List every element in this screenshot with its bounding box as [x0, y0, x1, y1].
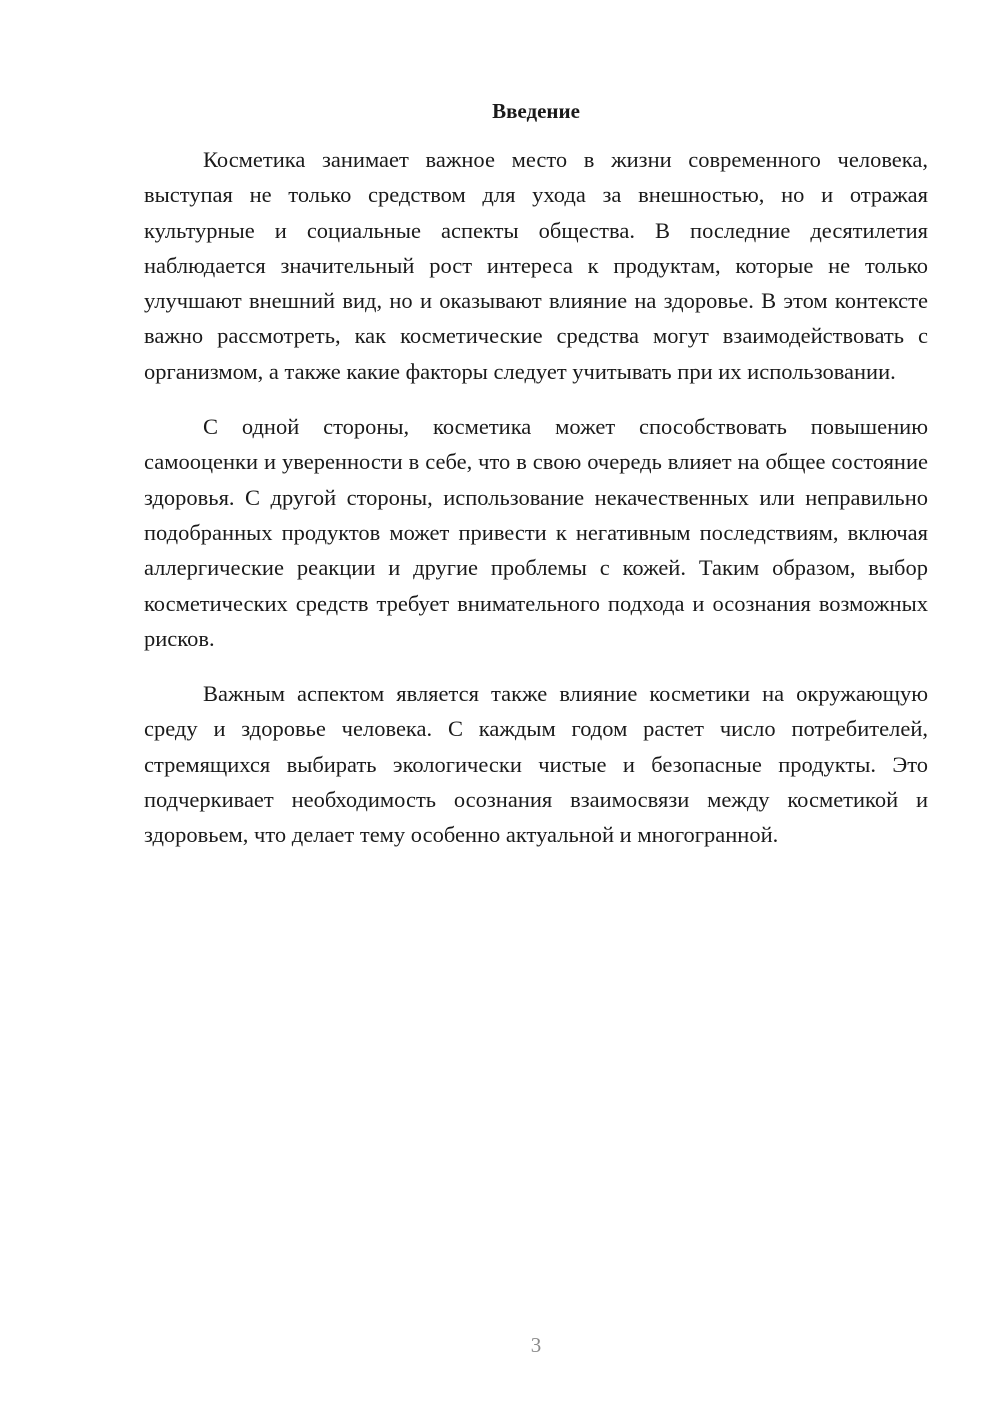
paragraph-2: С одной стороны, косметика может способствовать повышению самооценки и уверенности в себе, что в свою очередь влияет на общее состояние здоровья. С другой стороны, использование некачественных или неправильно подобранных продуктов может привести к негативным последствиям, включая аллергические реакции и другие проблемы с кожей. Таким образом, выбор косметических средств требует внимательного подхода и осознания возможных рисков. [144, 414, 928, 651]
section-heading: Введение [492, 99, 580, 123]
body-text [144, 142, 928, 873]
page-number: 3 [530, 1333, 542, 1357]
paragraph-3: Важным аспектом является также влияние косметики на окружающую среду и здоровье человека. С каждым годом растет число потребителей, стремящихся выбирать экологически чистые и безопасные продукты. Это подчеркивает необходимость осознания взаимосвязи между косметикой и здоровьем, что делает тему особенно актуальной и многогранной. [144, 681, 928, 848]
paragraph-1: Косметика занимает важное место в жизни современного человека, выступая не только средством для ухода за внешностью, но и отражая культурные и социальные аспекты общества. В последние десятилетия наблюдается значительный рост интереса к продуктам, которые не только улучшают внешний вид, но и оказывают влияние на здоровье. В этом контексте важно рассмотреть, как косметические средства могут взаимодействовать с организмом, а также какие факторы следует учитывать при их использовании. [144, 147, 928, 384]
